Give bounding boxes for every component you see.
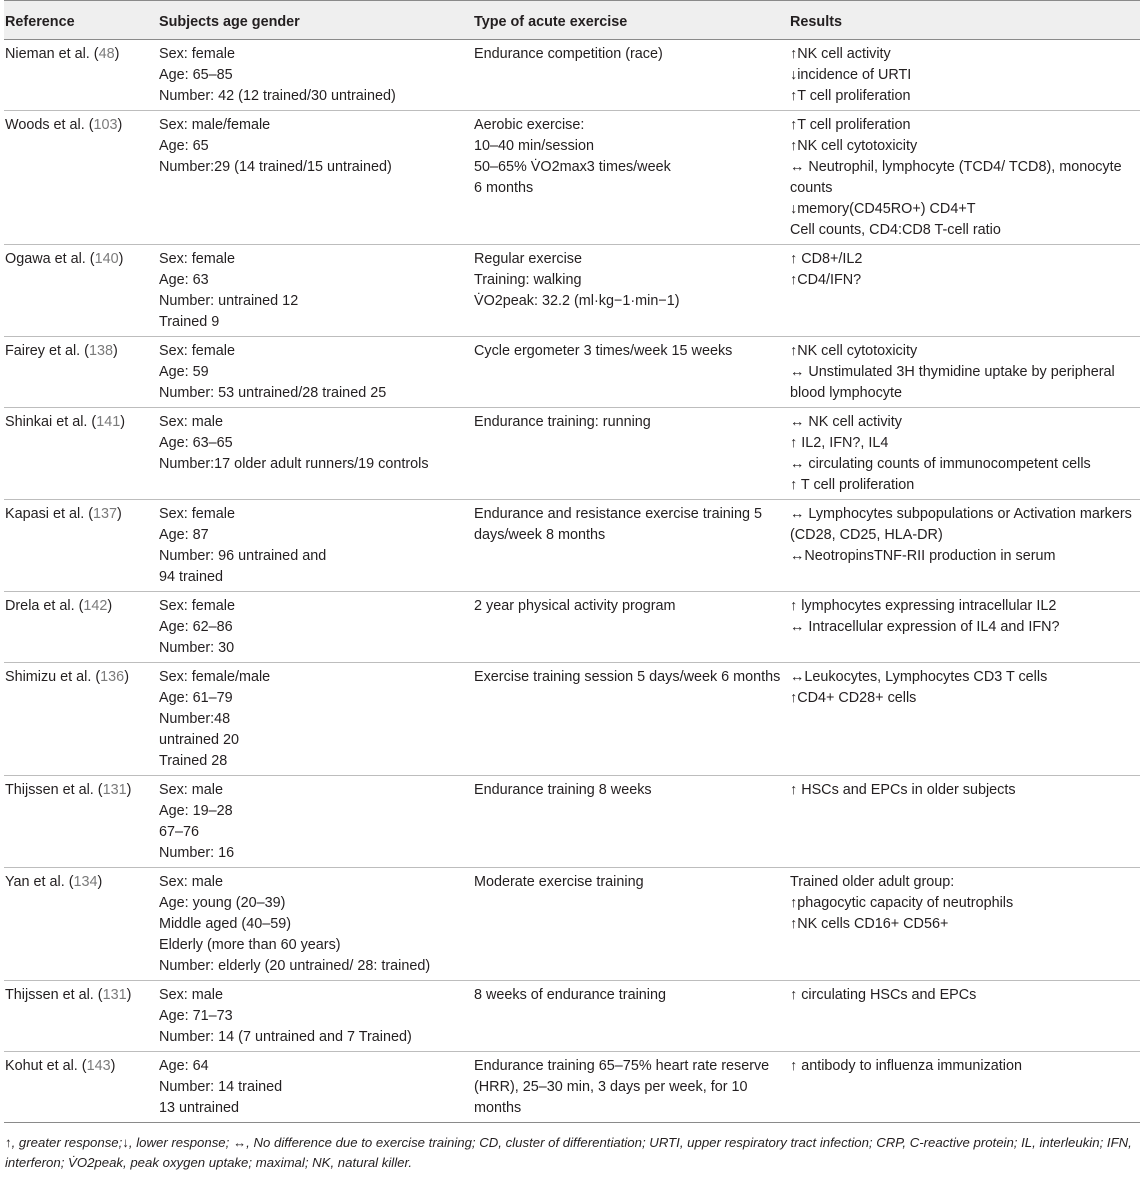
- results-cell: [790, 1052, 1140, 1123]
- subjects-line: Number:29 (14 trained/15 untrained): [159, 159, 392, 175]
- reference-cell: [4, 245, 159, 337]
- exercise-line: Moderate exercise training: [474, 874, 644, 890]
- results-line: ↑ circulating HSCs and EPCs: [790, 987, 977, 1003]
- reference-close: ): [97, 874, 103, 890]
- subjects-cell: [159, 1052, 474, 1123]
- exercise-cell: [474, 337, 790, 408]
- results-cell: [790, 408, 1140, 500]
- exercise-cell: [474, 500, 790, 592]
- subjects-line: Age: 61–79: [159, 690, 233, 706]
- subjects-line: Sex: male: [159, 414, 223, 430]
- results-line: ↑ T cell proliferation: [790, 477, 915, 493]
- subjects-line: Sex: male: [159, 874, 223, 890]
- header-results: Results: [790, 1, 1140, 40]
- subjects-line: Number: 14 (7 untrained and 7 Trained): [159, 1029, 412, 1045]
- results-line: ↑NK cells CD16+ CD56+: [790, 916, 949, 932]
- exercise-studies-table: [4, 0, 1140, 1123]
- reference-number-link[interactable]: 48: [98, 46, 115, 62]
- reference-number-link[interactable]: 131: [102, 782, 127, 798]
- reference-cell: [4, 40, 159, 111]
- table-row: [4, 245, 1140, 337]
- results-line: ↔ Lymphocytes subpopulations or Activation markers (CD28, CD25, HLA-DR): [790, 506, 1132, 543]
- exercise-line: V̇O2peak: 32.2 (ml·kg−1·min−1): [474, 293, 680, 309]
- subjects-cell: [159, 868, 474, 981]
- subjects-line: Sex: male: [159, 782, 223, 798]
- table-footnote: ↑, greater response;↓, lower response; ↔, No difference due to exercise training; CD, cluster of differentiation; URTI, upper respiratory tract infection; CRP, C-reactive protein; IL, interleukin; IFN, interferon; V̇O2peak, peak oxygen uptake; maximal; NK, natural killer.: [5, 1135, 1132, 1170]
- subjects-line: Age: young (20–39): [159, 895, 286, 911]
- table-row: [4, 868, 1140, 981]
- reference-number-link[interactable]: 138: [88, 343, 113, 359]
- subjects-cell: [159, 592, 474, 663]
- subjects-line: Number: 53 untrained/28 trained 25: [159, 385, 387, 401]
- subjects-cell: [159, 245, 474, 337]
- results-line: ↑T cell proliferation: [790, 117, 911, 133]
- subjects-line: Age: 65–85: [159, 67, 233, 83]
- results-line: ↑phagocytic capacity of neutrophils: [790, 895, 1014, 911]
- results-line: ↔Leukocytes, Lymphocytes CD3 T cells: [790, 669, 1048, 685]
- subjects-line: Age: 87: [159, 527, 209, 543]
- exercise-cell: [474, 245, 790, 337]
- subjects-line: Elderly (more than 60 years): [159, 937, 341, 953]
- results-line: ↔ Neutrophil, lymphocyte (TCD4/ TCD8), monocyte counts: [790, 159, 1122, 196]
- subjects-cell: [159, 111, 474, 245]
- exercise-cell: [474, 868, 790, 981]
- exercise-cell: [474, 776, 790, 868]
- results-cell: [790, 245, 1140, 337]
- results-line: ↑ HSCs and EPCs in older subjects: [790, 782, 1016, 798]
- reference-close: ): [126, 782, 132, 798]
- exercise-line: 6 months: [474, 180, 534, 196]
- results-line: Trained older adult group:: [790, 874, 955, 890]
- exercise-line: 10–40 min/session: [474, 138, 594, 154]
- subjects-line: 13 untrained: [159, 1100, 240, 1116]
- results-cell: [790, 981, 1140, 1052]
- exercise-cell: [474, 981, 790, 1052]
- subjects-line: Number: 14 trained: [159, 1079, 283, 1095]
- results-line: ↓memory(CD45RO+) CD4+T: [790, 201, 976, 217]
- subjects-line: untrained 20: [159, 732, 240, 748]
- results-line: ↑T cell proliferation: [790, 88, 911, 104]
- exercise-line: Endurance and resistance exercise training 5 days/week 8 months: [474, 506, 762, 543]
- reference-number-link[interactable]: 142: [83, 598, 108, 614]
- subjects-line: Sex: female: [159, 343, 235, 359]
- reference-number-link[interactable]: 140: [94, 251, 119, 267]
- subjects-cell: [159, 40, 474, 111]
- reference-cell: [4, 868, 159, 981]
- results-line: ↑CD4+ CD28+ cells: [790, 690, 917, 706]
- subjects-line: Number: 96 untrained and: [159, 548, 327, 564]
- subjects-cell: [159, 663, 474, 776]
- reference-author: Shimizu et al. (: [5, 669, 101, 685]
- table-row: [4, 592, 1140, 663]
- reference-cell: [4, 592, 159, 663]
- reference-author: Woods et al. (: [5, 117, 94, 133]
- exercise-line: 2 year physical activity program: [474, 598, 676, 614]
- subjects-line: Sex: female: [159, 598, 235, 614]
- subjects-line: Trained 9: [159, 314, 220, 330]
- results-line: ↔ NK cell activity: [790, 414, 902, 430]
- exercise-line: 50–65% V̇O2max3 times/week: [474, 159, 671, 175]
- header-subjects: Subjects age gender: [159, 1, 474, 40]
- table-header: [4, 1, 1140, 40]
- reference-cell: [4, 981, 159, 1052]
- subjects-line: Sex: female: [159, 506, 235, 522]
- subjects-line: Sex: female: [159, 251, 235, 267]
- header-reference: Reference: [4, 1, 159, 40]
- reference-close: ): [120, 414, 125, 430]
- exercise-line: Training: walking: [474, 272, 582, 288]
- exercise-line: Endurance competition (race): [474, 46, 663, 62]
- reference-number-link[interactable]: 137: [93, 506, 118, 522]
- results-line: ↔ Intracellular expression of IL4 and IFN?: [790, 619, 1060, 635]
- subjects-line: 67–76: [159, 824, 200, 840]
- results-line: ↑NK cell cytotoxicity: [790, 343, 918, 359]
- reference-number-link[interactable]: 143: [86, 1058, 111, 1074]
- reference-number-link[interactable]: 136: [100, 669, 125, 685]
- exercise-line: Cycle ergometer 3 times/week 15 weeks: [474, 343, 733, 359]
- subjects-cell: [159, 981, 474, 1052]
- reference-author: Kapasi et al. (: [5, 506, 93, 522]
- results-line: ↑ lymphocytes expressing intracellular IL2: [790, 598, 1057, 614]
- results-line: ↑CD4/IFN?: [790, 272, 862, 288]
- subjects-line: Sex: female: [159, 46, 235, 62]
- reference-number-link[interactable]: 134: [73, 874, 98, 890]
- subjects-line: Trained 28: [159, 753, 228, 769]
- exercise-line: Endurance training 65–75% heart rate reserve (HRR), 25–30 min, 3 days per week, for 10 months: [474, 1058, 770, 1116]
- reference-cell: [4, 408, 159, 500]
- subjects-cell: [159, 408, 474, 500]
- results-line: ↑NK cell cytotoxicity: [790, 138, 918, 154]
- subjects-line: Sex: male/female: [159, 117, 271, 133]
- results-line: ↑ antibody to influenza immunization: [790, 1058, 1022, 1074]
- reference-cell: [4, 776, 159, 868]
- subjects-line: Age: 59: [159, 364, 209, 380]
- results-cell: [790, 663, 1140, 776]
- exercise-cell: [474, 1052, 790, 1123]
- subjects-line: Age: 71–73: [159, 1008, 233, 1024]
- table-body: [4, 40, 1140, 1123]
- reference-number-link[interactable]: 141: [96, 414, 121, 430]
- subjects-line: Number: elderly (20 untrained/ 28: trained): [159, 958, 431, 974]
- reference-close: ): [114, 46, 120, 62]
- exercise-cell: [474, 40, 790, 111]
- results-line: ↓incidence of URTI: [790, 67, 912, 83]
- exercise-line: 8 weeks of endurance training: [474, 987, 666, 1003]
- subjects-line: Number: 16: [159, 845, 235, 861]
- subjects-line: Number: untrained 12: [159, 293, 299, 309]
- exercise-line: Aerobic exercise:: [474, 117, 585, 133]
- table-row: [4, 408, 1140, 500]
- header-row: [4, 1, 1140, 40]
- table-row: [4, 111, 1140, 245]
- table-row: [4, 663, 1140, 776]
- results-line: ↑ IL2, IFN?, IL4: [790, 435, 889, 451]
- subjects-line: Sex: female/male: [159, 669, 271, 685]
- results-cell: [790, 868, 1140, 981]
- reference-author: Kohut et al. (: [5, 1058, 87, 1074]
- results-line: ↔ Unstimulated 3H thymidine uptake by peripheral blood lymphocyte: [790, 364, 1115, 401]
- subjects-line: 94 trained: [159, 569, 224, 585]
- subjects-line: Sex: male: [159, 987, 223, 1003]
- results-line: ↔NeotropinsTNF-RII production in serum: [790, 548, 1056, 564]
- reference-author: Thijssen et al. (: [5, 782, 103, 798]
- subjects-line: Number:17 older adult runners/19 controls: [159, 456, 429, 472]
- results-cell: [790, 337, 1140, 408]
- reference-author: Thijssen et al. (: [5, 987, 103, 1003]
- table-row: [4, 776, 1140, 868]
- exercise-line: Exercise training session 5 days/week 6 months: [474, 669, 781, 685]
- reference-close: ): [110, 1058, 116, 1074]
- exercise-line: Endurance training 8 weeks: [474, 782, 652, 798]
- subjects-line: Age: 65: [159, 138, 209, 154]
- subjects-line: Middle aged (40–59): [159, 916, 292, 932]
- subjects-line: Age: 19–28: [159, 803, 233, 819]
- table-row: [4, 981, 1140, 1052]
- subjects-line: Age: 63: [159, 272, 209, 288]
- subjects-line: Number:48: [159, 711, 231, 727]
- subjects-line: Number: 30: [159, 640, 235, 656]
- reference-cell: [4, 337, 159, 408]
- results-line: ↑NK cell activity: [790, 46, 891, 62]
- results-cell: [790, 776, 1140, 868]
- subjects-cell: [159, 776, 474, 868]
- results-line: ↑ CD8+/IL2: [790, 251, 863, 267]
- reference-number-link[interactable]: 131: [102, 987, 127, 1003]
- exercise-line: Regular exercise: [474, 251, 582, 267]
- results-cell: [790, 111, 1140, 245]
- table-row: [4, 337, 1140, 408]
- table-row: [4, 1052, 1140, 1123]
- results-cell: [790, 500, 1140, 592]
- subjects-line: Number: 42 (12 trained/30 untrained): [159, 88, 396, 104]
- reference-close: ): [124, 669, 129, 685]
- reference-author: Yan et al. (: [5, 874, 74, 890]
- exercise-cell: [474, 592, 790, 663]
- reference-cell: [4, 1052, 159, 1123]
- results-line: Cell counts, CD4:CD8 T-cell ratio: [790, 222, 1001, 238]
- subjects-cell: [159, 337, 474, 408]
- subjects-line: Age: 62–86: [159, 619, 233, 635]
- exercise-line: Endurance training: running: [474, 414, 651, 430]
- results-cell: [790, 40, 1140, 111]
- subjects-line: Age: 63–65: [159, 435, 233, 451]
- reference-author: Shinkai et al. (: [5, 414, 97, 430]
- subjects-cell: [159, 500, 474, 592]
- subjects-line: Age: 64: [159, 1058, 209, 1074]
- reference-author: Drela et al. (: [5, 598, 84, 614]
- reference-close: ): [118, 251, 124, 267]
- table-row: [4, 40, 1140, 111]
- reference-close: ): [113, 343, 118, 359]
- reference-cell: [4, 111, 159, 245]
- reference-close: ): [117, 506, 122, 522]
- header-exercise-type: Type of acute exercise: [474, 1, 790, 40]
- reference-author: Ogawa et al. (: [5, 251, 95, 267]
- reference-close: ): [107, 598, 113, 614]
- exercise-cell: [474, 111, 790, 245]
- exercise-cell: [474, 408, 790, 500]
- table-row: [4, 500, 1140, 592]
- reference-close: ): [126, 987, 132, 1003]
- results-line: ↔ circulating counts of immunocompetent cells: [790, 456, 1091, 472]
- reference-number-link[interactable]: 103: [93, 117, 118, 133]
- exercise-cell: [474, 663, 790, 776]
- reference-author: Nieman et al. (: [5, 46, 99, 62]
- reference-cell: [4, 663, 159, 776]
- reference-close: ): [117, 117, 123, 133]
- results-cell: [790, 592, 1140, 663]
- reference-cell: [4, 500, 159, 592]
- reference-author: Fairey et al. (: [5, 343, 89, 359]
